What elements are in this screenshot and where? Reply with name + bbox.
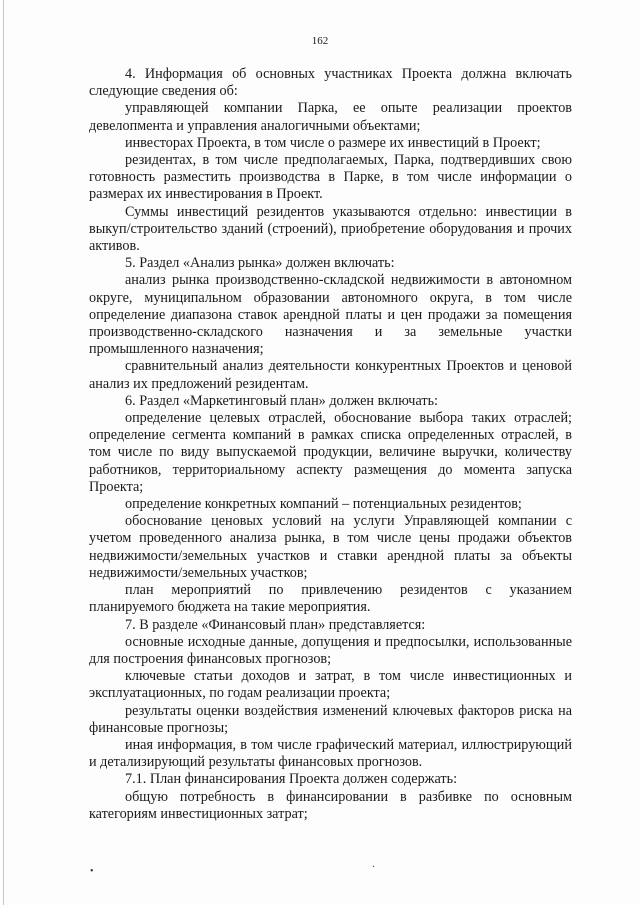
paragraph-section-4-heading: 4. Информация об основных участниках Проекта должна включать следующие сведения об: xyxy=(89,66,572,100)
paragraph-section-7-heading: 7. В разделе «Финансовый план» представляется: xyxy=(125,616,426,633)
paragraph-target-industries: определение целевых отраслей, обоснование выбора таких отраслей; определение сегмента компаний в рамках списка определенных отраслей, в том числе по виду выпускаемой продукции, величине выручки, количеству работников, территориальному аспекту размещения до момента запуска Проекта; xyxy=(89,410,572,495)
scan-edge-line xyxy=(3,0,4,905)
paragraph-risk-assessment: результаты оценки воздействия изменений ключевых факторов риска на финансовые прогнозы; xyxy=(89,702,572,736)
paragraph-section-6-heading: 6. Раздел «Маркетинговый план» должен включать: xyxy=(125,392,438,409)
paragraph-pricing-conditions: обоснование ценовых условий на услуги Управляющей компании с учетом проведенного анализа рынка, в том числе цены продажи объектов недвижимости/земельных участков и ставки арендной платы за объекты недвижимости/земельных участков; xyxy=(89,513,572,581)
paragraph-specific-companies: определение конкретных компаний – потенциальных резидентов; xyxy=(125,496,522,513)
paragraph-other-information: иная информация, в том числе графический материал, иллюстрирующий и детализирующий результаты финансовых прогнозов. xyxy=(89,736,572,771)
paragraph-income-costs: ключевые статьи доходов и затрат, в том числе инвестиционных и эксплуатационных, по годам реализации проекта; xyxy=(89,668,572,702)
paragraph-market-analysis: анализ рынка производственно-складской недвижимости в автономном округе, муниципальном образовании автономного округа, в том числе определение диапазона ставок арендной платы и цен продажи за помещения производственно-складского назначения и за земельные участки промышленного назначения; xyxy=(89,272,572,358)
paragraph-attraction-plan: план мероприятий по привлечению резидентов с указанием планируемого бюджета на такие мероприятия. xyxy=(89,582,572,616)
paragraph-source-data: основные исходные данные, допущения и предпосылки, использованные для построения финансовых прогнозов; xyxy=(89,633,572,667)
paragraph-financing-need: общую потребность в финансировании в разбивке по основным категориям инвестиционных затрат; xyxy=(89,788,572,822)
scan-speck: • xyxy=(90,866,94,877)
paragraph-section-5-heading: 5. Раздел «Анализ рынка» должен включать: xyxy=(125,255,395,272)
page-number: 162 xyxy=(311,35,329,47)
document-body xyxy=(89,66,572,823)
paragraph-residents: резидентах, в том числе предполагаемых, Парка, подтвердивших свою готовность разместить производства в Парке, в том числе информации о размерах их инвестирования в Проект. xyxy=(89,152,572,203)
paragraph-investment-sums: Суммы инвестиций резидентов указываются отдельно: инвестиции в выкуп/строительство зданий (строений), приобретение оборудования и прочих активов. xyxy=(89,203,572,255)
paragraph-section-7-1-heading: 7.1. План финансирования Проекта должен содержать: xyxy=(125,771,458,788)
paragraph-competitor-analysis: сравнительный анализ деятельности конкурентных Проектов и ценовой анализ их предложений резидентам. xyxy=(89,358,572,392)
paragraph-investors: инвесторах Проекта, в том числе о размере их инвестиций в Проект; xyxy=(125,134,541,151)
paragraph-management-company: управляющей компании Парка, ее опыте реализации проектов девелопмента и управления аналогичными объектами; xyxy=(89,100,572,134)
scan-speck: · xyxy=(372,862,376,873)
